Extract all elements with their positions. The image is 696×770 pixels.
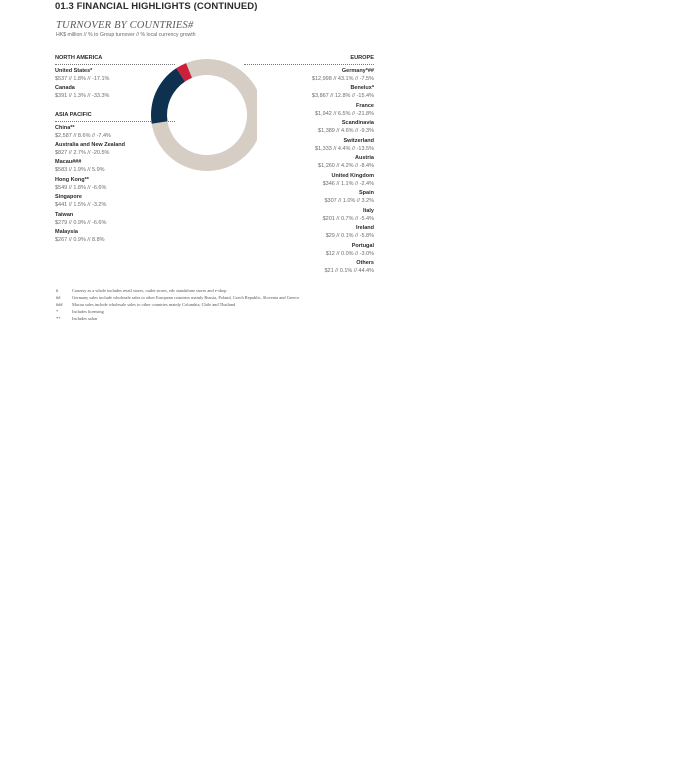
country-name: Macau### — [55, 159, 82, 165]
country-value: $1,333 // 4.4% // -13.5% — [314, 146, 374, 152]
footnote-text: Country as a whole includes retail stores, outlet stores, edc standalone stores and e-shop — [72, 288, 227, 293]
country-item — [315, 137, 374, 153]
country-name: Others — [356, 260, 374, 266]
country-name: Hong Kong** — [55, 177, 89, 183]
country-value: $391 // 1.3% // -33.3% — [55, 93, 110, 99]
country-item — [324, 189, 374, 205]
country-value: $1,260 // 4.2% // -8.4% — [318, 163, 374, 169]
footnote-mark: ** — [56, 316, 61, 321]
country-name: Austria — [355, 155, 374, 161]
country-item — [318, 119, 374, 135]
country-value: $12 // 0.0% // -3.0% — [325, 251, 374, 257]
chart-title: TURNOVER BY COUNTRIES# — [56, 20, 194, 31]
country-value: $583 // 1.9% // 5.9% — [55, 167, 105, 173]
country-name: United Kingdom — [331, 173, 374, 179]
divider-europe — [244, 64, 374, 65]
country-value: $29 // 0.1% // -5.8% — [325, 233, 374, 239]
country-name: Taiwan — [55, 212, 74, 218]
country-value: $827 // 2.7% // -20.5% — [55, 150, 110, 156]
country-name: Spain — [359, 190, 374, 196]
donut-slice-asia-pacific — [151, 68, 185, 124]
country-name: Singapore — [55, 194, 82, 200]
country-value: $346 // 1.1% // -2.4% — [322, 181, 374, 187]
country-item — [55, 211, 106, 227]
region-asia-pacific-label: ASIA PACIFIC — [55, 112, 92, 118]
footnote — [56, 295, 299, 300]
country-item — [326, 224, 374, 240]
footnote-mark: * — [56, 309, 59, 314]
country-value: $307 // 1.0% // 3.2% — [324, 198, 374, 204]
region-europe-label: EUROPE — [350, 55, 374, 61]
country-value: $549 // 1.8% // -6.6% — [55, 185, 107, 191]
country-value: $1,389 // 4.6% // -9.3% — [318, 128, 374, 134]
footnote-text: Includes licensing — [72, 309, 104, 314]
country-value: $279 // 0.9% // -6.6% — [55, 220, 107, 226]
country-item — [323, 172, 374, 188]
country-item — [55, 84, 109, 100]
country-name: Germany*## — [341, 68, 374, 74]
footnote-text: Germany sales include wholesale sales to other European countries mainly Russia, Poland, Czech Republic, Slovenia and Greece — [72, 295, 300, 300]
footnote — [56, 309, 104, 314]
country-value: $267 // 0.9% // 8.8% — [55, 237, 105, 243]
country-name: Portugal — [351, 243, 374, 249]
region-north-america-label: NORTH AMERICA — [55, 55, 103, 61]
country-item — [324, 259, 374, 275]
country-value: $12,998 // 43.1% // -7.5% — [311, 76, 374, 82]
footnote-mark: ### — [56, 302, 63, 307]
country-name: Scandinavia — [341, 120, 374, 126]
footnote — [56, 302, 235, 307]
country-name: Canada — [55, 85, 75, 91]
country-value: $2,587 // 8.6% // -7.4% — [55, 133, 111, 139]
country-item — [55, 67, 109, 83]
country-item — [55, 228, 105, 244]
footnote — [56, 288, 227, 293]
footnote-text: Includes salon — [72, 316, 98, 321]
country-value: $3,867 // 12.8% // -15.4% — [311, 93, 374, 99]
footnote-text: Macau sales include wholesale sales to other countries mainly Columbia, Chile and Thailand — [72, 302, 236, 307]
country-name: France — [355, 103, 374, 109]
country-item — [55, 193, 106, 209]
donut-chart — [145, 45, 257, 187]
country-name: China** — [55, 125, 75, 131]
country-name: Ireland — [355, 225, 374, 231]
country-value: $537 // 1.8% // -17.1% — [55, 76, 110, 82]
country-value: $21 // 0.1% // 44.4% — [324, 268, 374, 274]
section-title: 01.3 FINANCIAL HIGHLIGHTS (CONTINUED) — [55, 1, 258, 12]
country-item — [312, 67, 374, 83]
footnote-mark: ## — [56, 295, 61, 300]
country-item — [318, 154, 374, 170]
footnote-mark: # — [56, 288, 59, 293]
country-item — [323, 207, 374, 223]
country-item — [312, 84, 374, 100]
country-name: Australia and New Zealand — [55, 142, 125, 148]
country-item — [55, 124, 111, 140]
footnote — [56, 316, 97, 321]
country-value: $201 // 0.7% // -5.4% — [322, 216, 374, 222]
country-item — [55, 141, 125, 157]
country-name: United States* — [55, 68, 93, 74]
country-item — [55, 176, 106, 192]
donut-slices — [151, 59, 257, 171]
country-item — [315, 102, 374, 118]
country-item — [326, 242, 374, 258]
country-value: $441 // 1.5% // -3.2% — [55, 202, 107, 208]
country-name: Benelux* — [350, 85, 374, 91]
country-name: Malaysia — [55, 229, 78, 235]
country-name: Italy — [362, 208, 374, 214]
country-value: $1,942 // 6.5% // -21.8% — [314, 111, 374, 117]
chart-subtitle: HK$ million // % to Group turnover // % local currency growth — [56, 32, 196, 38]
country-name: Switzerland — [343, 138, 374, 144]
country-item — [55, 158, 105, 174]
